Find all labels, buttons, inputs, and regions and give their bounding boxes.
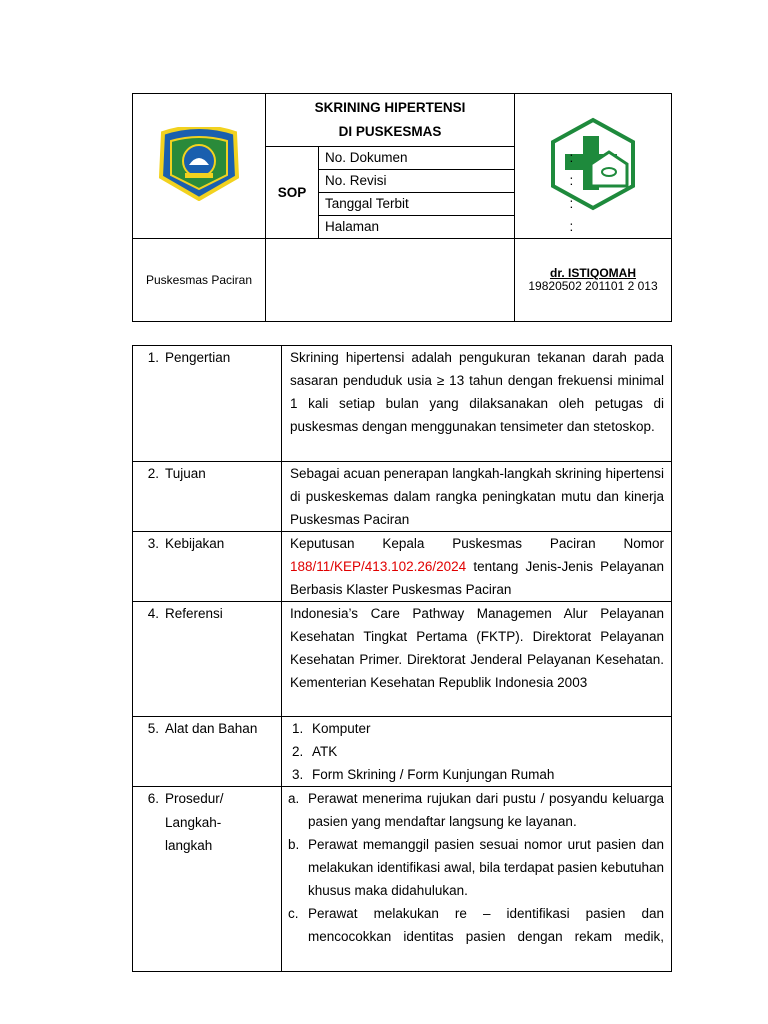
- section-list: [282, 787, 672, 972]
- section-label: 3. Kebijakan: [133, 532, 282, 602]
- sop-header-table: [132, 93, 672, 322]
- section-label: 5. Alat dan Bahan: [133, 717, 282, 787]
- sop-body-table: [132, 345, 672, 972]
- signer-name: dr. ISTIQOMAH: [549, 266, 636, 280]
- section-text: Sebagai acuan penerapan langkah-langkah skrining hipertensi di puskeskemas dalam rangka peningkatan mutu dan kinerja Puskesmas Paciran: [282, 462, 672, 532]
- section-text: Skrining hipertensi adalah pengukuran tekanan darah pada sasaran penduduk usia ≥ 13 tahun dengan frekuensi minimal 1 kali setiap bulan yang dilaksanakan oleh petugas di puskesmas dengan menggunakan tensimeter dan stetoskop.: [282, 346, 672, 462]
- regency-seal-cell: [133, 94, 266, 239]
- signer-nip: 19820502 201101 2 013: [528, 279, 658, 293]
- field-no-revisi: No. Revisi :: [319, 170, 515, 193]
- list-item: 2. ATK: [292, 744, 338, 759]
- puskesmas-cross-logo: [545, 116, 641, 212]
- org-name: Puskesmas Paciran: [133, 239, 266, 322]
- section-row: [133, 787, 672, 972]
- section-label: 2. Tujuan: [133, 462, 282, 532]
- section-label: 4. Referensi: [133, 602, 282, 717]
- blank-cell: [266, 239, 515, 322]
- section-row: [133, 602, 672, 717]
- field-tanggal-terbit: Tanggal Terbit :: [319, 193, 515, 216]
- document-title: [266, 94, 515, 147]
- title-line-1: SKRINING HIPERTENSI: [314, 100, 466, 115]
- health-logo-cell: [515, 94, 672, 239]
- list-item: 3. Form Skrining / Form Kunjungan Rumah: [292, 767, 555, 782]
- section-label: 1. Pengertian: [133, 346, 282, 462]
- section-row: [133, 717, 672, 787]
- section-text: Keputusan Kepala Puskesmas Paciran Nomor 188/11/KEP/413.102.26/2024 tentang Jenis-Jenis Pelayanan Berbasis Klaster Puskesmas Paciran: [282, 532, 672, 602]
- field-no-dokumen: No. Dokumen :: [319, 147, 515, 170]
- signer-block: [515, 239, 672, 322]
- section-row: [133, 346, 672, 462]
- field-halaman: Halaman :: [319, 216, 515, 239]
- section-row: [133, 532, 672, 602]
- regency-seal-logo: [157, 127, 241, 201]
- title-line-2: DI PUSKESMAS: [338, 124, 442, 139]
- decree-number: 188/11/KEP/413.102.26/2024: [290, 559, 467, 574]
- sop-label: SOP: [266, 147, 319, 239]
- section-list: [282, 717, 672, 787]
- list-item: a. Perawat menerima rujukan dari pustu / posyandu keluarga pasien yang mendaftar langsung ke layanan.: [288, 791, 664, 829]
- list-item: 1. Komputer: [292, 721, 371, 736]
- list-item: b. Perawat memanggil pasien sesuai nomor urut pasien dan melakukan identifikasi awal, bila terdapat pasien kebutuhan khusus maka didahulukan.: [288, 837, 664, 898]
- section-text: Indonesia’s Care Pathway Managemen Alur Pelayanan Kesehatan Tingkat Pertama (FKTP). Direktorat Pelayanan Kesehatan Primer. Direktorat Jenderal Pelayanan Kesehatan. Kementerian Kesehatan Republik Indonesia 2003: [282, 602, 672, 717]
- section-label: 6. Prosedur/ Langkah- langkah: [133, 787, 282, 972]
- section-row: [133, 462, 672, 532]
- list-item: c. Perawat melakukan re – identifikasi pasien dan mencocokkan identitas pasien dengan rekam medik,: [288, 906, 664, 944]
